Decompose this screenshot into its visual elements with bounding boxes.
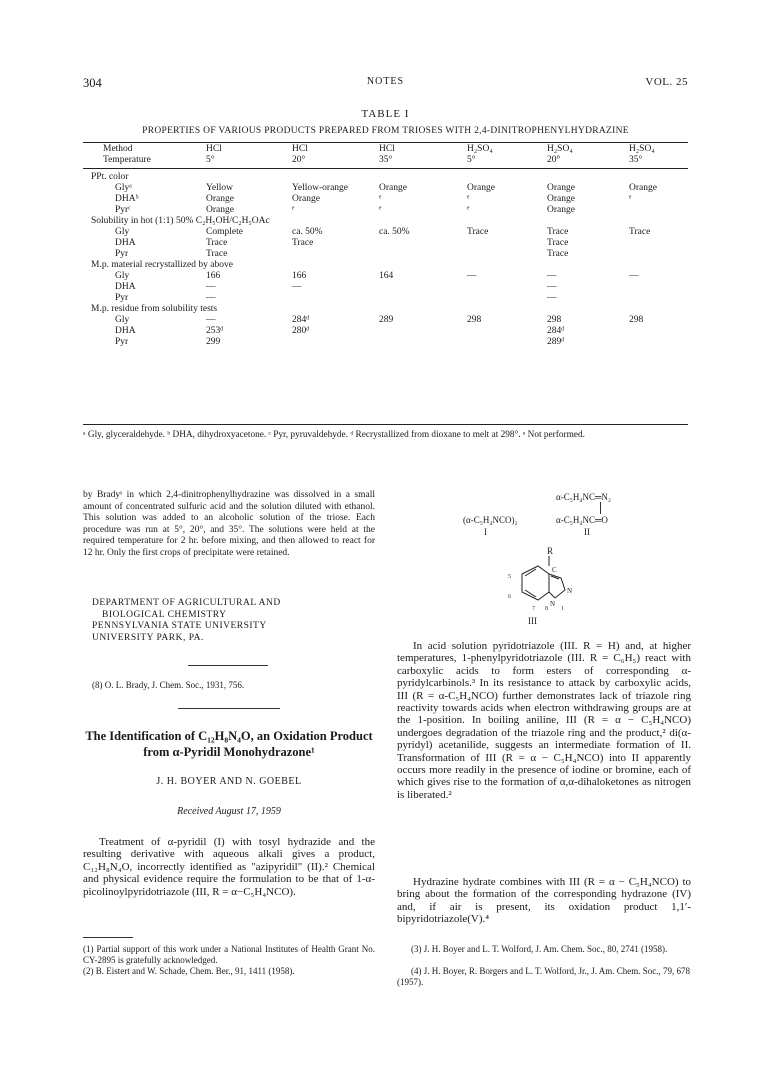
table-cell: Trace [547, 227, 569, 237]
method-cell: H₂SO₄ [547, 144, 573, 154]
table-cell [629, 282, 688, 293]
table-cell: — [467, 271, 477, 281]
structure-II-top: α-C₅H₄NC═N₂ [556, 492, 612, 502]
table-row [103, 194, 688, 205]
section-label: M.p. residue from solubility tests [91, 304, 218, 314]
structure-II-label: II [584, 527, 590, 537]
table-cell: 298 [629, 315, 644, 325]
table-row [103, 205, 688, 216]
structure-III-label: III [528, 616, 537, 626]
table-cell: Orange [547, 205, 575, 215]
table-caption: PROPERTIES OF VARIOUS PRODUCTS PREPARED FROM TRIOSES WITH 2,4-DINITROPHENYLHYDRAZINE [142, 126, 629, 136]
temperature-cell: 20° [547, 155, 561, 165]
row-name: Pyr [115, 293, 129, 303]
table-row [103, 271, 688, 282]
table-row [103, 238, 688, 249]
svg-text:7: 7 [532, 606, 535, 612]
temperature-label: Temperature [103, 155, 151, 165]
svg-text:5: 5 [508, 574, 511, 580]
running-header [83, 76, 688, 92]
temperature-cell: 35° [629, 155, 643, 165]
table-cell [379, 238, 467, 249]
table-cell: 298 [547, 315, 562, 325]
affiliation-line: DEPARTMENT OF AGRICULTURAL AND [92, 598, 281, 608]
table-cell: ca. 50% [379, 227, 410, 237]
footnote-4: (4) J. H. Boyer, R. Borgers and L. T. Wolford, Jr., J. Am. Chem. Soc., 79, 678 (1957). [397, 966, 690, 987]
table-cell: Trace [629, 227, 651, 237]
svg-text:C: C [552, 566, 557, 574]
pyridotriazole-structure [505, 556, 585, 614]
table-cell: Complete [206, 227, 243, 237]
table-cell: Trace [206, 249, 228, 259]
table-cell [629, 337, 688, 348]
section-header-row [103, 172, 688, 183]
article-title: The Identification of C₁₂H₈N₄O, an Oxidation Product from α-Pyridil Monohydrazone¹ [85, 729, 373, 759]
row-name: Pyrᶜ [115, 205, 131, 215]
hydrazine-paragraph: Hydrazine hydrate combines with III (R = α − C₅H₄NCO) to bring about the formation of the corresponding hydrazone (IV) and, if air is present, its oxidation product 1,1′-bipyridotriazole(V).⁴ [397, 876, 691, 926]
table-cell: Orange [547, 183, 575, 193]
row-name: Gly [115, 315, 130, 325]
table-cell: ᵉ [467, 205, 470, 215]
structure-III-R: R [547, 546, 554, 556]
table-cell: — [547, 271, 557, 281]
footnote-1: (1) Partial support of this work under a National Institutes of Health Grant No. CY-2895 is gratefully acknowledged. [83, 944, 375, 965]
table-cell [292, 249, 379, 260]
table-row [103, 227, 688, 238]
table-cell: ᵉ [467, 194, 470, 204]
reference-8: (8) O. L. Brady, J. Chem. Soc., 1931, 756. [92, 680, 245, 690]
table-cell: Orange [629, 183, 657, 193]
table-cell: Orange [467, 183, 495, 193]
table-cell: ᵉ [379, 205, 382, 215]
table-method-row [103, 144, 688, 155]
method-cell: HCl [292, 144, 308, 154]
row-name: Glyᵃ [115, 183, 132, 193]
table-cell [467, 293, 547, 304]
table-cell: — [206, 315, 216, 325]
table-cell: Yellow-orange [292, 183, 349, 193]
structure-II-bottom: α-C₅H₄NC═O [556, 515, 608, 525]
table-cell: Orange [206, 205, 234, 215]
table-cell: 299 [206, 337, 221, 347]
table-cell: 280ᵈ [292, 326, 310, 336]
table-cell: — [206, 293, 216, 303]
table-cell [379, 326, 467, 337]
table-row [103, 249, 688, 260]
section-header-row [103, 304, 688, 315]
table-cell: 166 [206, 271, 221, 281]
table-cell: Orange [292, 194, 320, 204]
table-cell [629, 326, 688, 337]
table-cell: 298 [467, 315, 482, 325]
affiliation-line: UNIVERSITY PARK, PA. [92, 632, 204, 643]
section-label: M.p. material recrystallized by above [91, 260, 233, 270]
footnote-rule [83, 937, 133, 938]
page-number: 304 [83, 76, 102, 90]
row-name: Gly [115, 227, 130, 237]
table-cell: Trace [547, 238, 569, 248]
svg-text:8: 8 [545, 606, 548, 612]
structure-I-label: I [484, 527, 487, 537]
section-header-row [103, 216, 688, 227]
affiliation-line: PENNSYLVANIA STATE UNIVERSITY [92, 621, 267, 631]
svg-text:6: 6 [508, 594, 511, 600]
table-top-rule [83, 142, 688, 143]
bond-line [600, 502, 601, 514]
table-cell: — [629, 271, 639, 281]
row-name: Gly [115, 271, 130, 281]
svg-text:N: N [567, 587, 573, 595]
article-authors: J. H. BOYER AND N. GOEBEL [156, 776, 302, 787]
table-cell [467, 326, 547, 337]
discussion-paragraph: In acid solution pyridotriazole (III. R = H) and, at higher temperatures, 1-phenylpyridotriazole (III. R = C₆H₅) react with carboxylic acids to form esters of corresponding α-pyridylcarbinols.³ In its resistance to attack by carboxylic acids, III (R = α-C₅H₄NCO) further demonstrates lack of triazole ring reactivity towards acids when electron withdrawing groups are at the 1-position. In boiling aniline, III (R = α − C₅H₄NCO) undergoes degradation of the triazole ring and the product,² di(α-pyridyl) acetanilide, suggests an intermediate formation of II. Transformation of III (R = α − C₅H₄NCO) into II apparently occurs more readily in the presence of iodine or bromine, each of which gives rise to the formation of α,α-dihaloketones as nitrogen is liberated.² [397, 640, 691, 801]
intro-paragraph: Treatment of α-pyridil (I) with tosyl hydrazide and the resulting derivative with aqueous alkali gives a product, C₁₂H₈N₄O, incorrectly identified as "azipyridil" (II).² Chemical and physical evidence require the formulation to be that of 1-α-picolinoylpyridotriazole (III, R = α−C₅H₄NCO). [83, 836, 375, 898]
table-cell: Orange [547, 194, 575, 204]
properties-table [91, 144, 688, 348]
section-header-row [103, 260, 688, 271]
section-name: NOTES [366, 76, 405, 87]
table-bottom-rule [83, 424, 688, 425]
table-row [103, 315, 688, 326]
table-cell [629, 249, 688, 260]
table-cell [379, 337, 467, 348]
table-row [103, 337, 688, 348]
table-cell [467, 249, 547, 260]
table-cell: ca. 50% [292, 227, 323, 237]
table-cell: — [206, 282, 216, 292]
volume-label: VOL. 25 [645, 76, 688, 88]
table-cell: 284ᵈ [292, 315, 310, 325]
table-cell [379, 249, 467, 260]
table-cell: Yellow [206, 183, 234, 193]
table-cell: Orange [206, 194, 234, 204]
temperature-cell: 5° [206, 155, 215, 165]
table-cell [379, 282, 467, 293]
row-name: DHA [115, 282, 136, 292]
affiliation-line: BIOLOGICAL CHEMISTRY [102, 609, 227, 620]
table-cell: Trace [547, 249, 569, 259]
table-cell: 253ᵈ [206, 326, 224, 336]
table-cell [467, 282, 547, 293]
table-row [103, 293, 688, 304]
temperature-cell: 20° [292, 155, 306, 165]
structure-I: (α-C₅H₄NCO)₂ [463, 515, 518, 525]
temperature-cell: 5° [467, 155, 476, 165]
row-name: Pyr [115, 249, 129, 259]
table-cell [467, 238, 547, 249]
table-cell [292, 337, 379, 348]
table-cell: 289ᵈ [547, 337, 565, 347]
row-name: Pyr [115, 337, 129, 347]
row-name: DHAᵇ [115, 194, 139, 204]
table-cell: ᵉ [379, 194, 382, 204]
footnote-3: (3) J. H. Boyer and L. T. Wolford, J. Am. Chem. Soc., 80, 2741 (1958). [411, 944, 668, 954]
row-name: DHA [115, 326, 136, 336]
table-cell: — [547, 282, 557, 292]
method-label: Method [103, 144, 133, 154]
table-row [103, 183, 688, 194]
table-cell [629, 293, 688, 304]
divider [188, 665, 268, 666]
table-cell [629, 205, 688, 216]
table-cell: Trace [206, 238, 228, 248]
table-cell: — [292, 282, 302, 292]
divider [178, 708, 280, 709]
table-footnote: ᵃ Gly, glyceraldehyde. ᵇ DHA, dihydroxyacetone. ᶜ Pyr, pyruvaldehyde. ᵈ Recrystallized from dioxane to melt at 298°. ᵉ Not performed. [83, 430, 585, 440]
svg-text:1: 1 [561, 606, 564, 612]
table-cell: ᵉ [629, 194, 632, 204]
table-cell [467, 337, 547, 348]
table-cell [292, 293, 379, 304]
method-paragraph: by Bradyˢ in which 2,4-dinitrophenylhydrazine was dissolved in a small amount of concentrated sulfuric acid and the solution diluted with ethanol. This solution was added to an alcoholic solution of the triose. Each procedure was run at 5°, 20°, and 35°. The solutions were held at the required temperature for 2 hr. before mixing, and then allowed to react for 12 hr. Only the first crops of precipitate were retained. [83, 490, 375, 558]
method-cell: HCl [206, 144, 222, 154]
table-cell: 166 [292, 271, 307, 281]
temperature-cell: 35° [379, 155, 393, 165]
method-cell: H₂SO₄ [467, 144, 493, 154]
table-temperature-row [103, 155, 688, 166]
table-row [103, 282, 688, 293]
table-cell [379, 293, 467, 304]
method-cell: HCl [379, 144, 395, 154]
footnote-2: (2) B. Eistert and W. Schade, Chem. Ber., 91, 1411 (1958). [83, 966, 295, 976]
section-label: PPt. color [91, 172, 129, 182]
method-cell: H₂SO₄ [629, 144, 655, 154]
table-cell: ᵉ [292, 205, 295, 215]
table-cell: Trace [467, 227, 489, 237]
table-cell: Orange [379, 183, 407, 193]
received-date: Received August 17, 1959 [177, 806, 281, 817]
table-cell: 289 [379, 315, 394, 325]
table-row [103, 326, 688, 337]
table-cell: 164 [379, 271, 394, 281]
table-title: TABLE I [361, 108, 410, 120]
affiliation [92, 598, 372, 644]
table-cell [629, 238, 688, 249]
table-cell: 284ᵈ [547, 326, 565, 336]
section-label: Solubility in hot (1:1) 50% C₂H₅OH/C₂H₅OAc [91, 216, 270, 226]
table-cell: — [547, 293, 557, 303]
row-name: DHA [115, 238, 136, 248]
svg-text:N: N [550, 600, 556, 608]
table-cell: Trace [292, 238, 314, 248]
